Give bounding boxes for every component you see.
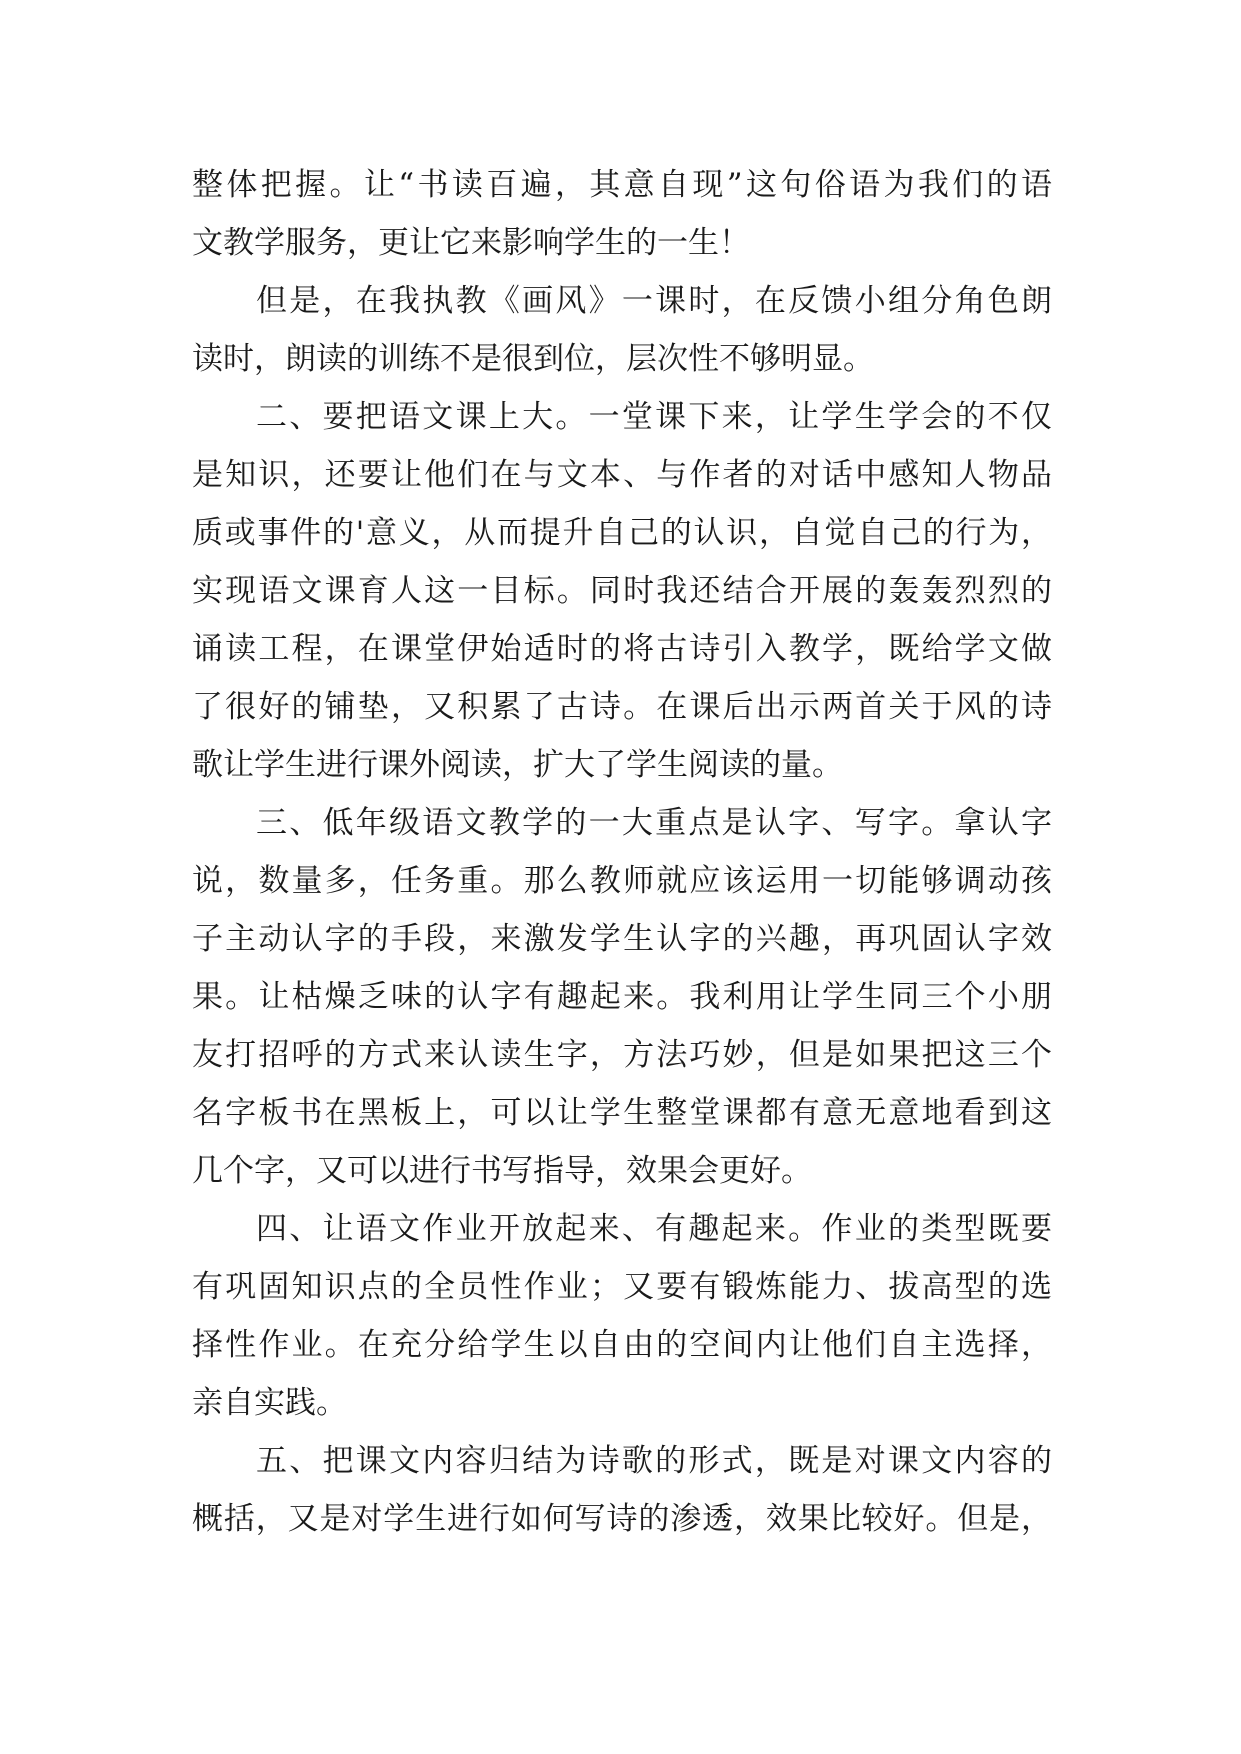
text-line: 名字板书在黑板上，可以让学生整堂课都有意无意地看到这 [192, 1095, 1052, 1131]
text-line: 亲自实践。 [192, 1385, 347, 1421]
text-line: 读时，朗读的训练不是很到位，层次性不够明显。 [192, 341, 874, 377]
text-line: 了很好的铺垫，又积累了古诗。在课后出示两首关于风的诗 [192, 689, 1052, 725]
paragraph [192, 156, 1052, 272]
text-line: 友打招呼的方式来认读生字，方法巧妙，但是如果把这三个 [192, 1037, 1052, 1073]
text-line: 果。让枯燥乏味的认字有趣起来。我利用让学生同三个小朋 [192, 979, 1052, 1015]
paragraph [192, 272, 1052, 388]
paragraph [192, 794, 1052, 1200]
text-line: 整体把握。让“书读百遍，其意自现”这句俗语为我们的语 [192, 167, 1052, 203]
text-line: 五、把课文内容归结为诗歌的形式，既是对课文内容的 [256, 1443, 1052, 1479]
text-line: 择性作业。在充分给学生以自由的空间内让他们自主选择， [192, 1327, 1052, 1363]
text-line: 歌让学生进行课外阅读，扩大了学生阅读的量。 [192, 747, 843, 783]
text-line: 但是，在我执教《画风》一课时，在反馈小组分角色朗 [256, 283, 1052, 319]
document-body [192, 156, 1052, 1548]
text-line: 质或事件的'意义，从而提升自己的认识，自觉自己的行为， [192, 515, 1052, 551]
text-line: 四、让语文作业开放起来、有趣起来。作业的类型既要 [256, 1211, 1052, 1247]
paragraph [192, 388, 1052, 794]
text-line: 三、低年级语文教学的一大重点是认字、写字。拿认字 [256, 805, 1052, 841]
text-line: 有巩固知识点的全员性作业；又要有锻炼能力、拔高型的选 [192, 1269, 1052, 1305]
text-line: 子主动认字的手段，来激发学生认字的兴趣，再巩固认字效 [192, 921, 1052, 957]
text-line: 实现语文课育人这一目标。同时我还结合开展的轰轰烈烈的 [192, 573, 1052, 609]
paragraph [192, 1200, 1052, 1432]
text-line: 说，数量多，任务重。那么教师就应该运用一切能够调动孩 [192, 863, 1052, 899]
text-line: 几个字，又可以进行书写指导，效果会更好。 [192, 1153, 812, 1189]
paragraph [192, 1432, 1052, 1548]
text-line: 概括，又是对学生进行如何写诗的渗透，效果比较好。但是， [192, 1501, 1052, 1537]
text-line: 是知识，还要让他们在与文本、与作者的对话中感知人物品 [192, 457, 1052, 493]
text-line: 文教学服务，更让它来影响学生的一生！ [192, 225, 750, 261]
text-line: 诵读工程，在课堂伊始适时的将古诗引入教学，既给学文做 [192, 631, 1052, 667]
text-line: 二、要把语文课上大。一堂课下来，让学生学会的不仅 [256, 399, 1052, 435]
